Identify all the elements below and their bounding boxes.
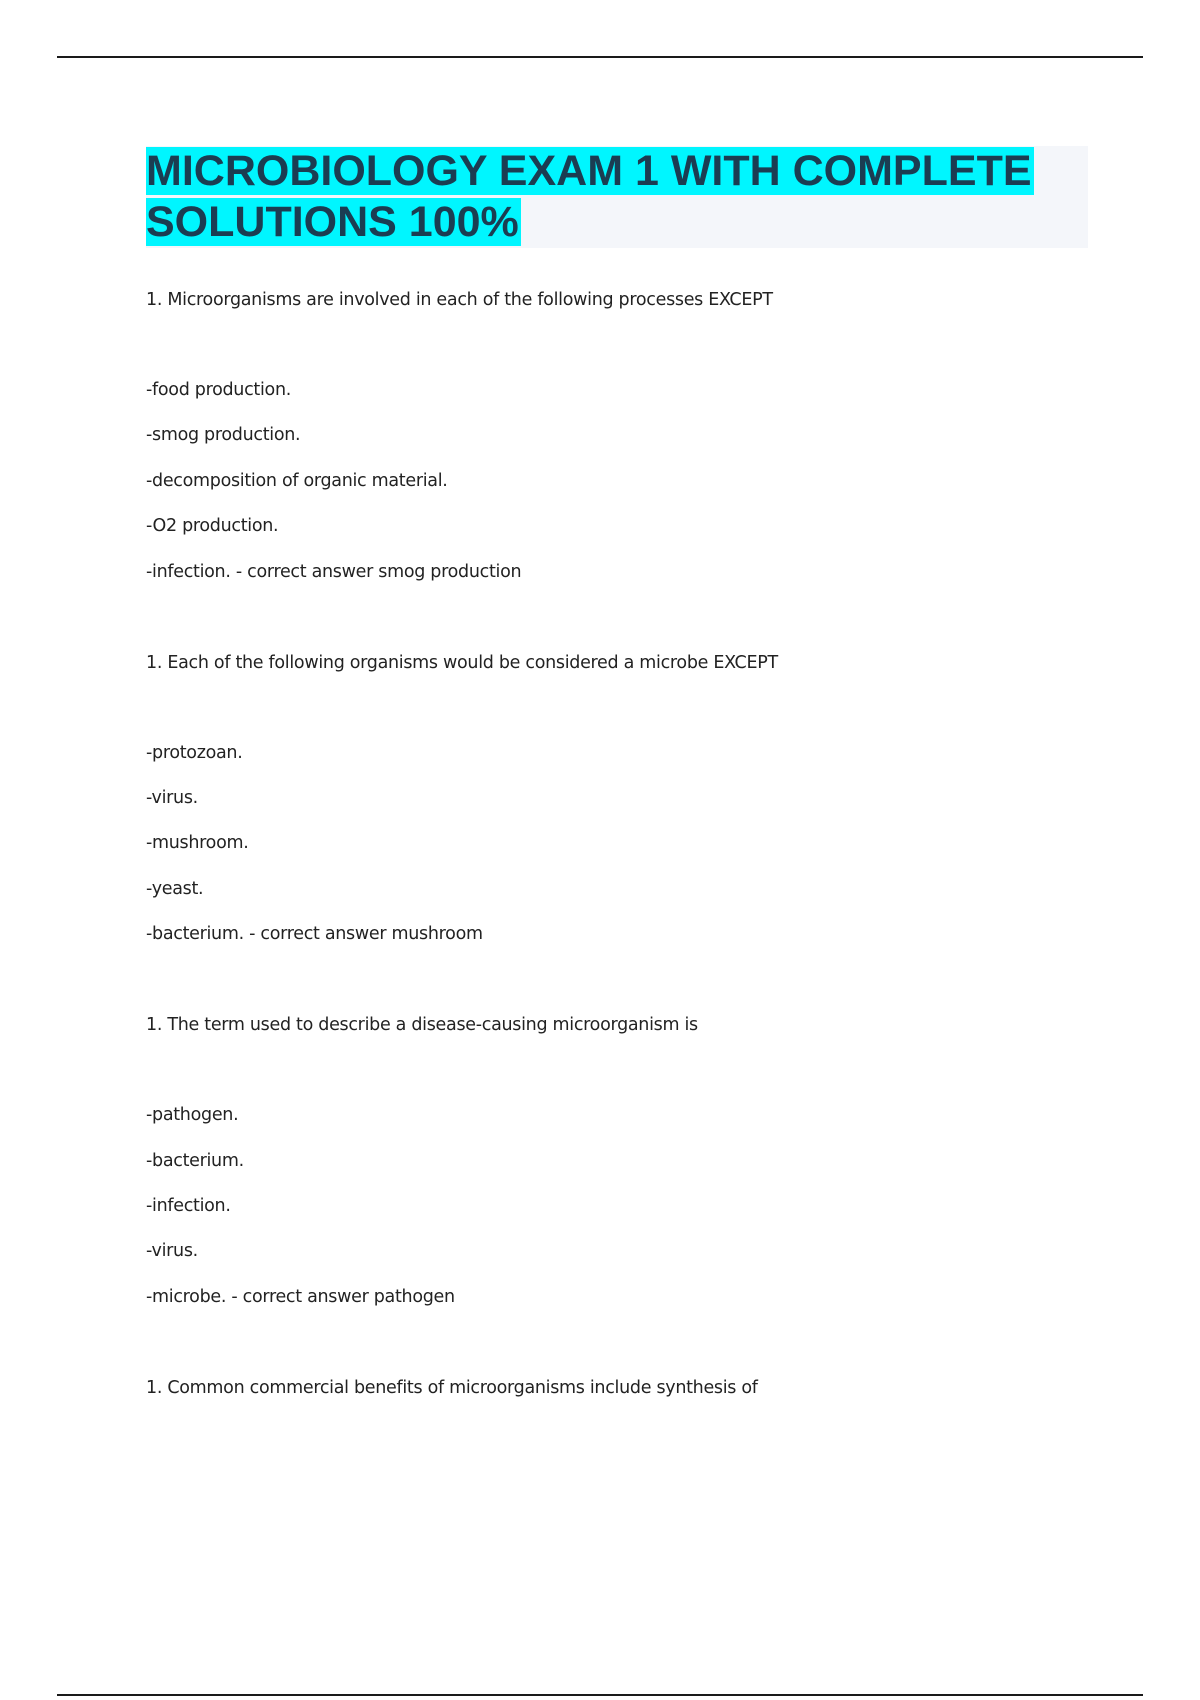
answer-option: -smog production.	[146, 425, 301, 446]
answer-option: -yeast.	[146, 878, 204, 899]
title-line-2: SOLUTIONS 100%	[146, 198, 519, 246]
answer-option: -infection.	[146, 1195, 231, 1216]
answer-option-with-correct-answer: -microbe. - correct answer pathogen	[146, 1286, 455, 1307]
question-block	[146, 1376, 1086, 1466]
question-prompt: 1. Common commercial benefits of microorganisms include synthesis of	[146, 1377, 758, 1398]
answer-option: -protozoan.	[146, 742, 243, 763]
question-list	[146, 288, 1086, 1466]
title-block	[146, 146, 1088, 248]
question-prompt: 1. The term used to describe a disease-causing microorganism is	[146, 1015, 698, 1036]
answer-option: -decomposition of organic material.	[146, 470, 448, 491]
answer-option: -virus.	[146, 1241, 198, 1262]
question-block	[146, 651, 1086, 1014]
answer-option: -mushroom.	[146, 833, 249, 854]
question-block	[146, 1013, 1086, 1376]
document-title	[146, 146, 1088, 248]
question-block	[146, 288, 1086, 651]
header-rule	[57, 56, 1143, 58]
answer-option-with-correct-answer: -infection. - correct answer smog production	[146, 561, 522, 582]
footer-rule	[57, 1694, 1143, 1696]
answer-option: -O2 production.	[146, 516, 279, 537]
answer-option-with-correct-answer: -bacterium. - correct answer mushroom	[146, 924, 483, 945]
title-line-1: MICROBIOLOGY EXAM 1 WITH COMPLETE	[146, 147, 1032, 195]
answer-option: -virus.	[146, 787, 198, 808]
question-prompt: 1. Each of the following organisms would be considered a microbe EXCEPT	[146, 652, 778, 673]
question-prompt: 1. Microorganisms are involved in each of the following processes EXCEPT	[146, 290, 773, 310]
answer-option: -bacterium.	[146, 1150, 244, 1171]
answer-option: -pathogen.	[146, 1105, 239, 1126]
answer-option: -food production.	[146, 380, 291, 400]
